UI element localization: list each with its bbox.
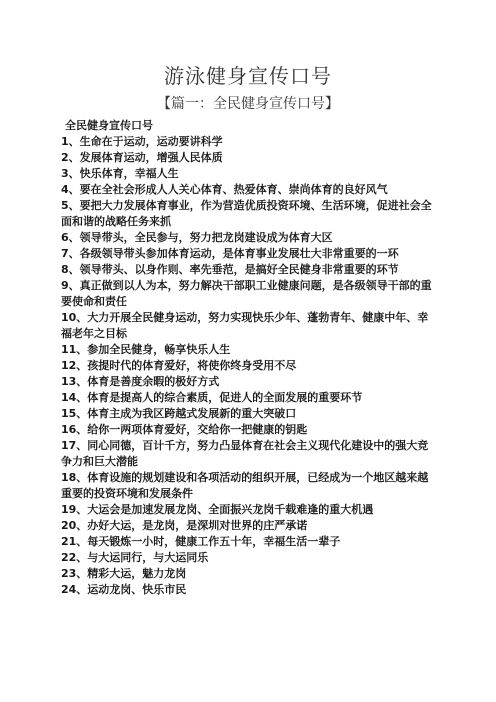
- slogan-item: 23、精彩大运，魅力龙岗: [61, 567, 187, 580]
- slogan-item: 19、大运会是加速发展龙岗、全面振兴龙岗千载难逢的重大机遇: [61, 503, 374, 516]
- document-body: [61, 118, 439, 598]
- slogan-item: 11、参加全民健身，畅享快乐人生: [61, 343, 231, 356]
- slogan-item: 2、发展体育运动，增强人民体质: [61, 151, 223, 164]
- section-heading: 全民健身宣传口号: [65, 119, 153, 132]
- slogan-item: 10、大力开展全民健身运动，努力实现快乐少年、蓬勃青年、健康中年、幸福老年之目标: [61, 311, 429, 340]
- slogan-list: [61, 134, 439, 598]
- slogan-item: 14、体育是提高人的综合素质，促进人的全面发展的重要环节: [61, 391, 363, 404]
- slogan-item: 6、领导带头，全民参与，努力把龙岗建设成为体育大区: [61, 231, 333, 244]
- slogan-item: 20、办好大运，是龙岗，是深圳对世界的庄严承诺: [61, 519, 308, 532]
- slogan-item: 18、体育设施的规划建设和各项活动的组织开展，已经成为一个地区越来越重要的投资环境和发展条件: [61, 471, 429, 500]
- slogan-item: 21、每天锻炼一小时，健康工作五十年，幸福生活一辈子: [61, 535, 341, 548]
- slogan-item: 9、真正做到以人为本，努力解决干部职工业健康问题，是各级领导干部的重要使命和责任: [61, 279, 432, 308]
- slogan-item: 3、快乐体育，幸福人生: [61, 167, 179, 180]
- slogan-item: 22、与大运同行，与大运同乐: [61, 551, 209, 564]
- slogan-item: 13、体育是善度余暇的极好方式: [61, 375, 220, 388]
- slogan-item: 8、领导带头、以身作则、率先垂范，是搞好全民健身非常重要的环节: [61, 263, 399, 276]
- slogan-item: 7、各级领导带头参加体育运动，是体育事业发展壮大非常重要的一环: [61, 247, 399, 260]
- slogan-item: 17、同心同德，百计千方，努力凸显体育在社会主义现代化建设中的强大竞争力和巨大潜能: [61, 439, 429, 468]
- slogan-item: 12、孩提时代的体育爱好，将使你终身受用不尽: [61, 359, 297, 372]
- slogan-item: 1、生命在于运动，运动要讲科学: [61, 135, 223, 148]
- slogan-item: 16、给你一两项体育爱好，交给你一把健康的钥匙: [61, 423, 308, 436]
- slogan-item: 4、要在全社会形成人人关心体育、热爱体育、崇尚体育的良好风气: [61, 183, 388, 196]
- document-title: 游泳健身宣传口号: [164, 64, 332, 88]
- slogan-item: 15、体育主成为我区跨越式发展新的重大突破口: [61, 407, 297, 420]
- document-subtitle: 【篇一：全民健身宣传口号】: [157, 96, 339, 112]
- slogan-item: 5、要把大力发展体育事业，作为营造优质投资环境、生活环境，促进社会全面和谐的战略任务来抓: [61, 199, 432, 228]
- slogan-item: 24、运动龙岗、快乐市民: [61, 583, 187, 596]
